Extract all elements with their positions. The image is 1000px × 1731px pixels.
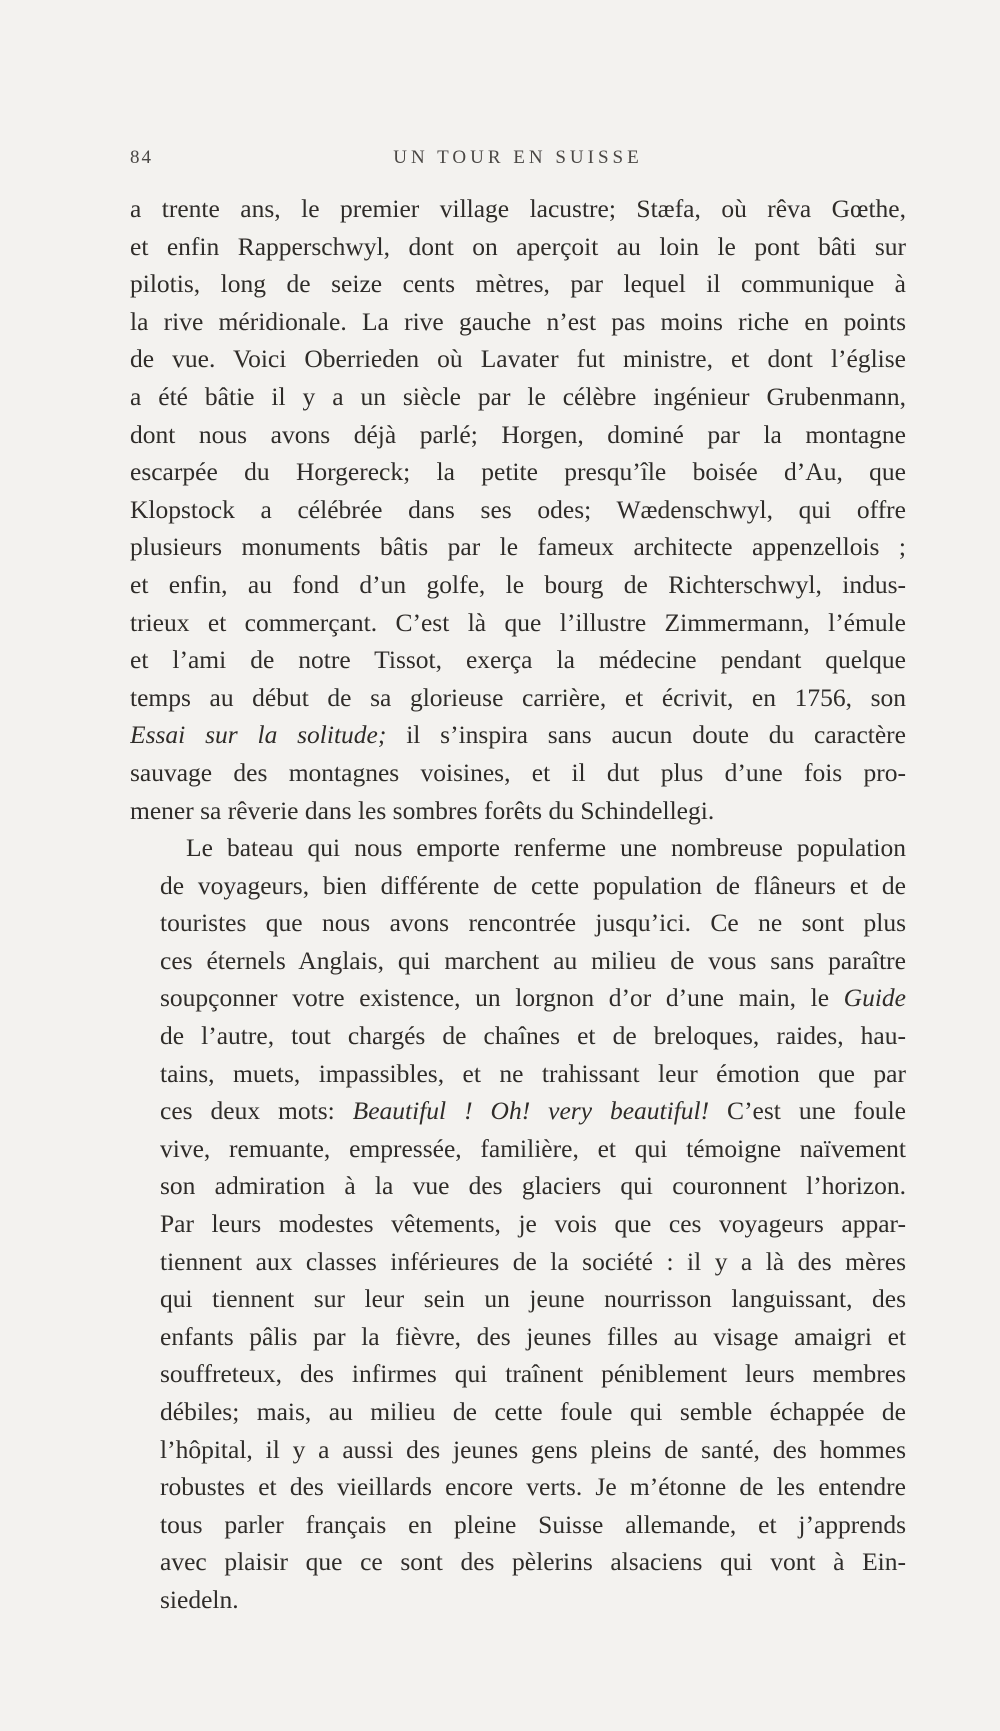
text-line: Le bateau qui nous emporte renferme une nombreuse population [186, 833, 906, 863]
text-line: et enfin Rapperschwyl, dont on aperçoit au loin le pont bâti sur [130, 231, 906, 261]
text-line: dont nous avons déjà parlé; Horgen, dominé par la montagne [130, 419, 906, 449]
running-title: UN TOUR EN SUISSE [393, 147, 643, 168]
italic-guide: Guide [843, 983, 906, 1013]
text-line: pilotis, long de seize cents mètres, par lequel il communique à [130, 269, 906, 299]
text-line: temps au début de sa glorieuse carrière, et écrivit, en 1756, son [130, 682, 906, 712]
text-line: l’hôpital, il y a aussi des jeunes gens pleins de santé, des hommes [160, 1434, 906, 1464]
text-fragment: il s’inspira sans aucun doute du caractère [386, 720, 906, 750]
text-line: siedeln. [160, 1584, 239, 1614]
italic-quote: Beautiful ! Oh! very beautiful! [352, 1096, 710, 1126]
text-line: a été bâtie il y a un siècle par le célèbre ingénieur Grubenmann, [130, 381, 906, 411]
running-head [130, 147, 906, 173]
text-line-with-quote [130, 1092, 906, 1130]
text-line: a trente ans, le premier village lacustre; Stæfa, où rêva Gœthe, [130, 194, 906, 223]
text-line-with-guide [130, 979, 906, 1017]
text-line: son admiration à la vue des glaciers qui couronnent l’horizon. [160, 1171, 906, 1201]
text-line: trieux et commerçant. C’est là que l’illustre Zimmermann, l’émule [130, 607, 906, 637]
text-line: touristes que nous avons rencontrée jusqu’ici. Ce ne sont plus [160, 908, 906, 938]
text-line: tains, muets, impassibles, et ne trahissant leur émotion que par [160, 1058, 906, 1088]
text-line: de vue. Voici Oberrieden où Lavater fut ministre, et dont l’église [130, 344, 906, 374]
text-line: vive, remuante, empressée, familière, et qui témoigne naïvement [160, 1133, 906, 1163]
text-line: souffreteux, des infirmes qui traînent péniblement leurs membres [160, 1359, 906, 1389]
text-line: tous parler français en pleine Suisse allemande, et j’apprends [160, 1509, 906, 1539]
text-fragment: C’est une foule [709, 1096, 906, 1126]
text-line: escarpée du Horgereck; la petite presqu’île boisée d’Au, que [130, 457, 906, 487]
text-fragment: soupçonner votre existence, un lorgnon d’or d’une main, le [160, 983, 844, 1013]
text-line: robustes et des vieillards encore verts. Je m’étonne de les entendre [160, 1472, 906, 1502]
text-line: de l’autre, tout chargés de chaînes et de breloques, raides, hau- [160, 1021, 906, 1051]
paragraph-2 [130, 829, 906, 1618]
text-fragment: ces deux mots: [160, 1096, 353, 1126]
text-line: la rive méridionale. La rive gauche n’est pas moins riche en points [130, 306, 906, 336]
text-line: Klopstock a célébrée dans ses odes; Wædenschwyl, qui offre [130, 494, 906, 524]
text-line: qui tiennent sur leur sein un jeune nourrisson languissant, des [160, 1284, 906, 1314]
text-line: tiennent aux classes inférieures de la société : il y a là des mères [160, 1246, 906, 1276]
text-line: plusieurs monuments bâtis par le fameux architecte appenzellois ; [130, 532, 906, 562]
text-line: de voyageurs, bien différente de cette population de flâneurs et de [160, 870, 906, 900]
text-line: et enfin, au fond d’un golfe, le bourg de Richterschwyl, indus- [130, 569, 906, 599]
text-line: débiles; mais, au milieu de cette foule qui semble échappée de [160, 1397, 906, 1426]
text-line: enfants pâlis par la fièvre, des jeunes filles au visage amaigri et [160, 1321, 906, 1351]
text-line-with-title [130, 716, 906, 754]
text-line: mener sa rêverie dans les sombres forêts du Schindellegi. [130, 795, 715, 825]
text-line: Par leurs modestes vêtements, je vois que ces voyageurs appar- [160, 1209, 906, 1239]
page-number: 84 [130, 147, 153, 168]
text-line: sauvage des montagnes voisines, et il dut plus d’une fois pro- [130, 757, 906, 787]
paragraph-1 [130, 190, 906, 829]
text-line: avec plaisir que ce sont des pèlerins alsaciens qui vont à Ein- [160, 1547, 906, 1577]
text-line: ces éternels Anglais, qui marchent au milieu de vous sans paraître [160, 945, 906, 975]
text-line: et l’ami de notre Tissot, exerça la médecine pendant quelque [130, 645, 906, 675]
book-title: Essai sur la solitude; [130, 720, 387, 750]
body-text [130, 190, 906, 1619]
